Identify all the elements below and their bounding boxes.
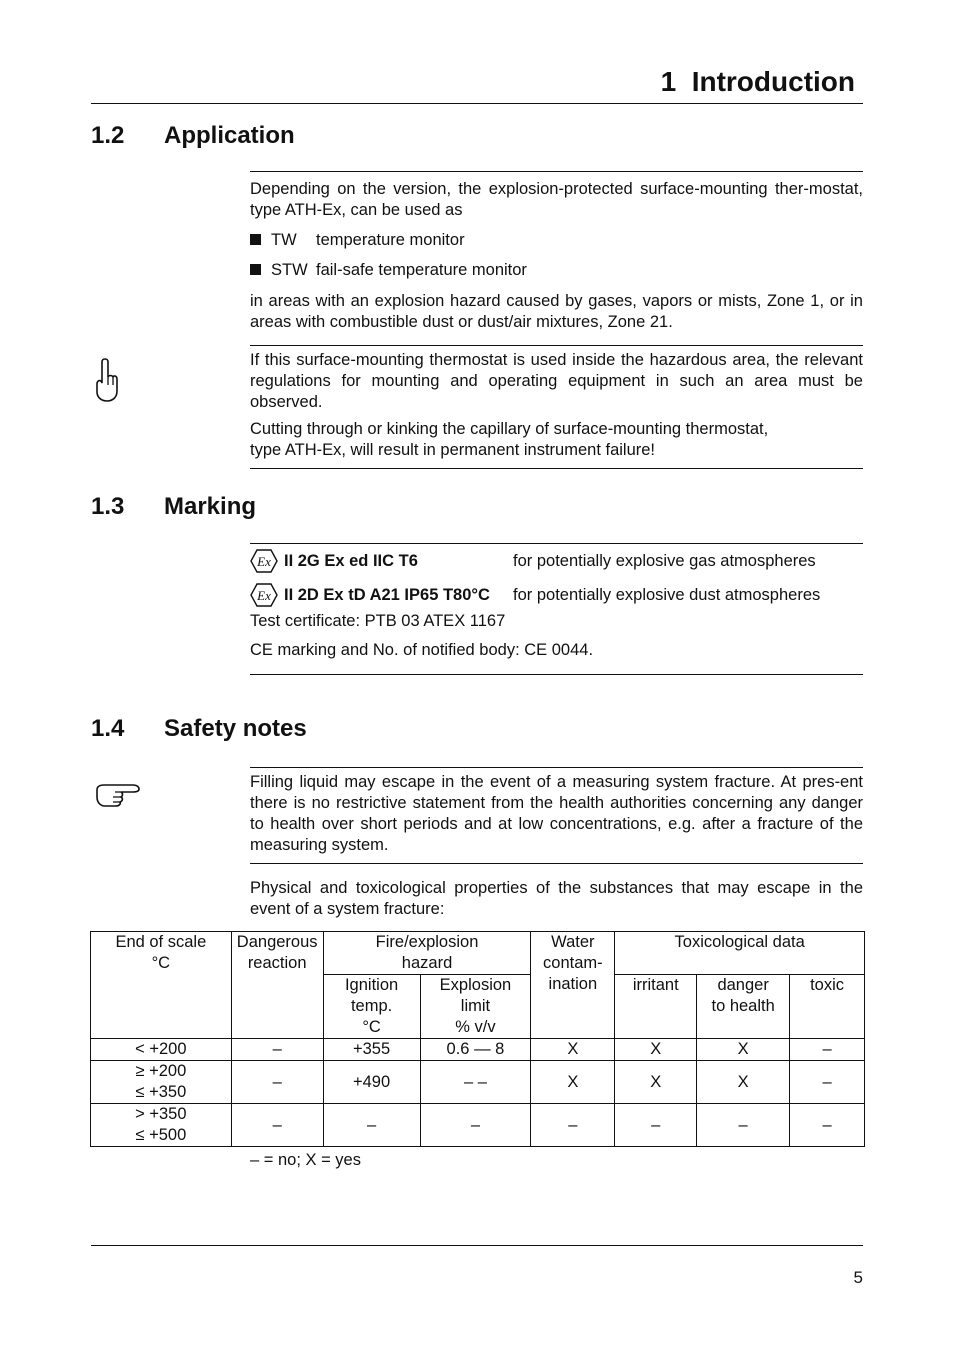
table-row (91, 1061, 865, 1104)
header-end-of-scale: End of scale °C (91, 932, 232, 1039)
test-certificate: Test certificate: PTB 03 ATEX 1167 (250, 612, 506, 630)
cell-reaction: – (231, 1104, 323, 1147)
header-fire-explosion: Fire/explosion hazard (323, 932, 531, 975)
cell-limit: 0.6 — 8 (420, 1039, 531, 1061)
cell-water: X (531, 1039, 615, 1061)
cell-scale: ≥ +200 ≤ +350 (91, 1061, 232, 1104)
divider (250, 345, 863, 346)
bullet-square-icon (250, 264, 261, 275)
dust-marking-code: II 2D Ex tD A21 IP65 T80°C (284, 586, 490, 604)
bullet-square-icon (250, 234, 261, 245)
header-water-contamination: Water contam- ination (531, 932, 615, 1039)
bullet-item-tw (250, 230, 465, 251)
divider (250, 543, 863, 544)
cell-toxic: – (790, 1104, 865, 1147)
gas-marking-desc: for potentially explosive gas atmospheres (513, 552, 816, 570)
header-toxicological: Toxicological data (615, 932, 865, 975)
ex-hexagon-icon (250, 549, 278, 579)
cell-ignition: – (323, 1104, 420, 1147)
bullet-desc: fail-safe temperature monitor (316, 261, 527, 279)
warning-filling-liquid: Filling liquid may escape in the event of a measuring system fracture. At pres-ent there is no restrictive statement from the health authorities concerning any danger to health over short periods and at low concentrations, e.g. after a fracture of the measuring system. (250, 773, 863, 854)
cell-reaction: – (231, 1039, 323, 1061)
table-row (91, 1104, 865, 1147)
header-ignition-temp: Ignition temp. °C (323, 975, 420, 1039)
svg-text:Ex: Ex (257, 588, 271, 603)
section-title: Application (164, 122, 295, 149)
properties-intro: Physical and toxicological properties of the substances that may escape in the event of a system fracture: (250, 879, 863, 918)
cell-ignition: +355 (323, 1039, 420, 1061)
substances-table (90, 931, 865, 1147)
section-heading-application (91, 122, 491, 152)
header-explosion-limit: Explosion limit % v/v (420, 975, 531, 1039)
hand-pointing-right-icon (95, 780, 141, 808)
note-regulations: If this surface-mounting thermostat is used inside the hazardous area, the relevant regulations for mounting and operating equipment in such an area must be observed. (250, 351, 863, 411)
cell-water: X (531, 1061, 615, 1104)
cell-limit: – – (420, 1061, 531, 1104)
divider (250, 863, 863, 864)
marking-gas (250, 549, 418, 579)
table-header-row (91, 932, 865, 975)
cell-danger: – (697, 1104, 790, 1147)
cell-irritant: X (615, 1061, 697, 1104)
page-number: 5 (853, 1268, 863, 1287)
section-title: Safety notes (164, 715, 307, 742)
cell-ignition: +490 (323, 1061, 420, 1104)
note-capillary-line-2: type ATH-Ex, will result in permanent instrument failure! (250, 441, 656, 459)
footer-rule (91, 1245, 863, 1246)
cell-irritant: – (615, 1104, 697, 1147)
divider (250, 468, 863, 469)
svg-text:Ex: Ex (257, 554, 271, 569)
divider (250, 674, 863, 675)
marking-dust (250, 583, 490, 613)
chapter-title-text: Introduction (691, 66, 855, 97)
section-number: 1.2 (91, 122, 125, 149)
dust-marking-desc: for potentially explosive dust atmospheres (513, 586, 821, 604)
ex-hexagon-icon (250, 583, 278, 613)
note-capillary-line-1: Cutting through or kinking the capillary of surface-mounting thermostat, (250, 420, 769, 438)
cell-reaction: – (231, 1061, 323, 1104)
cell-limit: – (420, 1104, 531, 1147)
header-irritant: irritant (615, 975, 697, 1039)
header-toxic: toxic (790, 975, 865, 1039)
cell-toxic: – (790, 1039, 865, 1061)
cell-danger: X (697, 1061, 790, 1104)
section-heading-marking (91, 493, 491, 523)
cell-scale: < +200 (91, 1039, 232, 1061)
cell-water: – (531, 1104, 615, 1147)
cell-danger: X (697, 1039, 790, 1061)
cell-scale: > +350 ≤ +500 (91, 1104, 232, 1147)
bullet-code: TW (271, 231, 297, 249)
chapter-title (661, 66, 855, 98)
application-intro: Depending on the version, the explosion-protected surface-mounting ther-mostat, type ATH-Ex, can be used as (250, 180, 863, 219)
header-danger-to-health: danger to health (697, 975, 790, 1039)
section-number: 1.3 (91, 493, 125, 520)
application-areas: in areas with an explosion hazard caused by gases, vapors or mists, Zone 1, or in areas with combustible dust or dust/air mixtures, Zone 21. (250, 292, 863, 331)
bullet-desc: temperature monitor (316, 231, 465, 249)
cell-toxic: – (790, 1061, 865, 1104)
section-number: 1.4 (91, 715, 125, 742)
ce-marking: CE marking and No. of notified body: CE 0044. (250, 641, 594, 659)
table-row (91, 1039, 865, 1061)
section-heading-safety-notes (91, 715, 491, 745)
chapter-number: 1 (660, 66, 677, 97)
table-legend: – = no; X = yes (250, 1151, 361, 1169)
bullet-code: STW (271, 261, 308, 279)
section-title: Marking (164, 493, 257, 520)
divider (250, 171, 863, 172)
header-dangerous-reaction: Dangerous reaction (231, 932, 323, 1039)
hand-pointing-up-icon (93, 357, 121, 403)
gas-marking-code: II 2G Ex ed IIC T6 (284, 552, 418, 570)
bullet-item-stw (250, 260, 527, 281)
cell-irritant: X (615, 1039, 697, 1061)
header-rule (91, 103, 863, 104)
divider (250, 767, 863, 768)
